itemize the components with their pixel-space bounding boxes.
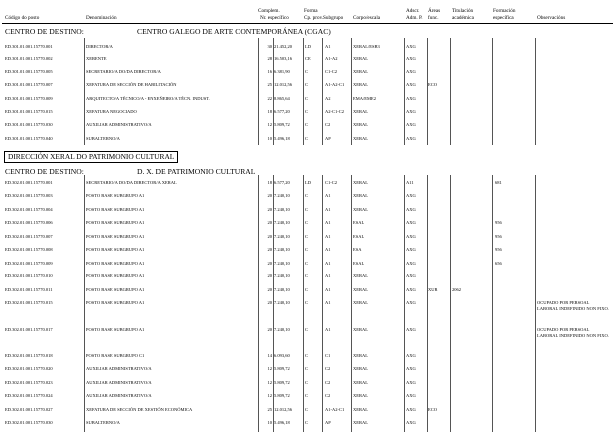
cell-sub: A2 [325, 96, 331, 101]
cell-sub: A1-A2-C1 [325, 407, 345, 412]
cell-code: ED.301.01.001.15770.030 [5, 122, 53, 127]
cell-code: ED.302.01.001.15770.004 [5, 207, 53, 212]
cell-corpo: XERAL [353, 56, 368, 61]
centro-label: CENTRO DE DESTINO: [5, 27, 84, 36]
cell-denom: AUXILIAR ADMINISTRATIVO/A [86, 122, 152, 127]
cell-denom: DIRECTOR/A [86, 44, 113, 49]
cell-denom: POSTO BASE SUBGRUPO A1 [86, 193, 145, 198]
column-divider [535, 38, 536, 145]
cell-adscr: AXG [406, 109, 416, 114]
cell-nr: 12 [267, 122, 272, 127]
cell-corpo: XERAL [353, 366, 368, 371]
cell-adscr: AXG [406, 300, 416, 305]
cell-esp: 21.452,20 [274, 44, 292, 49]
cell-sub: C2 [325, 122, 331, 127]
cell-denom: SECRETARIO/A DO/DA DIRECTOR/A [86, 69, 161, 74]
cell-nr: 20 [267, 220, 272, 225]
column-divider [351, 175, 352, 432]
header-corpo: Corpo/escala [353, 15, 381, 21]
cell-code: ED.301.01.001.15770.007 [5, 82, 53, 87]
cell-sub: A1-A2 [325, 56, 338, 61]
cell-nr: 10 [267, 136, 272, 141]
cell-forma: C [305, 109, 309, 114]
cell-adscr: AXG [406, 287, 416, 292]
header-adscr: Adscr. [406, 8, 420, 14]
cell-code: ED.301.01.001.15770.002 [5, 56, 53, 61]
cell-forma: C [305, 207, 309, 212]
cell-sub: C2 [325, 380, 331, 385]
cell-sub: A1 [325, 220, 331, 225]
cell-corpo: XERAL [353, 82, 368, 87]
cell-form: 956 [495, 220, 502, 225]
column-divider [450, 175, 451, 432]
cell-esp: 7.240,10 [274, 261, 290, 266]
cell-adscr: AXG [406, 56, 416, 61]
cell-forma: C [305, 234, 309, 239]
cell-esp: 7.240,10 [274, 220, 290, 225]
cell-code: ED.302.01.001.15770.003 [5, 193, 53, 198]
cell-form: 956 [495, 247, 502, 252]
cell-sub: C1-C2 [325, 180, 338, 185]
cell-forma: C [305, 136, 309, 141]
cell-code: ED.301.01.001.15770.005 [5, 69, 53, 74]
cell-nr: 28 [267, 56, 272, 61]
cell-nr: 16 [267, 69, 272, 74]
cell-code: ED.302.01.001.15770.007 [5, 234, 53, 239]
cell-code: ED.301.01.001.15770.001 [5, 44, 53, 49]
cell-sub: AP [325, 420, 331, 425]
cell-nr: 20 [267, 327, 272, 332]
cell-corpo: XERAL [353, 380, 368, 385]
cell-code: ED.301.01.001.15770.015 [5, 109, 53, 114]
cell-adscr: AXG [406, 220, 416, 225]
cell-forma: C [305, 353, 309, 358]
cell-code: ED.301.01.001.15770.009 [5, 96, 53, 101]
cell-forma: C [305, 82, 309, 87]
cell-forma: C [305, 69, 309, 74]
cell-corpo: XERAL [353, 353, 368, 358]
cell-adscr: AXG [406, 407, 416, 412]
cell-denom: XEFATURA NEGOCIADO [86, 109, 137, 114]
cell-esp: 7.240,10 [274, 207, 290, 212]
cell-forma: C [305, 261, 309, 266]
cell-code: ED.302.01.001.15770.027 [5, 407, 53, 412]
cell-esp: 5.496,18 [274, 420, 290, 425]
cell-code: ED.302.01.001.15770.010 [5, 273, 53, 278]
cell-form: 956 [495, 234, 502, 239]
cell-esp: 8.865,64 [274, 96, 290, 101]
cell-adscr: AXG [406, 273, 416, 278]
cell-code: ED.302.01.001.15770.006 [5, 220, 53, 225]
cell-nr: 10 [267, 420, 272, 425]
cell-corpo: XERAL [353, 109, 368, 114]
cell-nr: 20 [267, 207, 272, 212]
cell-sub: A1 [325, 193, 331, 198]
cell-nr: 25 [267, 82, 272, 87]
column-divider [492, 38, 493, 145]
cell-denom: POSTO BASE SUBGRUPO A1 [86, 247, 145, 252]
cell-adscr: AXG [406, 247, 416, 252]
cell-corpo: XERAL [353, 207, 368, 212]
cell-corpo: XERAL [353, 180, 368, 185]
cell-corpo: XERAL [353, 300, 368, 305]
cell-esp: 5.809,72 [274, 380, 290, 385]
cell-nr: 25 [267, 407, 272, 412]
cell-nr: 22 [267, 96, 272, 101]
header-denominacion: Denominación [86, 15, 117, 21]
header-observacions: Observacións [537, 15, 566, 21]
cell-forma: C [305, 247, 309, 252]
cell-nr: 18 [267, 109, 272, 114]
cell-adscr: AXG [406, 122, 416, 127]
cell-sub: A1 [325, 327, 331, 332]
cell-nr: 20 [267, 234, 272, 239]
cell-sub: A1 [325, 234, 331, 239]
cell-esp: 5.809,72 [274, 366, 290, 371]
cell-adscr: AXG [406, 366, 416, 371]
cell-esp: 7.240,10 [274, 234, 290, 239]
header-func: func. [428, 15, 439, 21]
cell-sub: A1 [325, 44, 331, 49]
header-rule [2, 23, 613, 24]
cell-corpo: ESAL [353, 220, 365, 225]
cell-adscr: AXG [406, 136, 416, 141]
cell-denom: POSTO BASE SUBGRUPO A1 [86, 261, 145, 266]
cell-esp: 12.012,56 [274, 407, 292, 412]
column-divider [450, 38, 451, 145]
cell-forma: LD [305, 44, 311, 49]
centro-name: D. X. DE PATRIMONIO CULTURAL [137, 167, 256, 176]
header-codigo: Código do posto [5, 15, 40, 21]
cell-forma: C [305, 407, 309, 412]
cell-code: ED.301.01.001.15770.040 [5, 136, 53, 141]
cell-corpo: XERAL [353, 420, 368, 425]
cell-denom: AUXILIAR ADMINISTRATIVO/A [86, 366, 152, 371]
cell-nr: 20 [267, 287, 272, 292]
header-titulacion: Titulación [452, 8, 474, 14]
header-forma: Forma [304, 8, 318, 14]
column-divider [84, 38, 85, 145]
cell-corpo: XERAL [353, 122, 368, 127]
cell-denom: POSTO BASE SUBGRUPO A1 [86, 207, 145, 212]
cell-code: ED.302.01.001.15770.015 [5, 300, 53, 305]
cell-sub: A2-C1-C2 [325, 109, 344, 114]
cell-denom: POSTO BASE SUBGRUPO A1 [86, 327, 145, 332]
column-divider [427, 175, 428, 432]
cell-sub: A1 [325, 261, 331, 266]
cell-forma: C [305, 380, 309, 385]
cell-corpo: XERAL [353, 287, 368, 292]
cell-denom: SUBALTERNO/A [86, 136, 120, 141]
cell-corpo: ESA [353, 247, 362, 252]
column-divider [84, 175, 85, 432]
cell-adscr: AXG [406, 193, 416, 198]
header-nr-especifico: Nr. específico [260, 15, 289, 21]
cell-esp: 6.577,20 [274, 180, 290, 185]
cell-sub: A1 [325, 247, 331, 252]
cell-form: 681 [495, 180, 502, 185]
cell-forma: C [305, 327, 309, 332]
column-divider [273, 175, 274, 432]
cell-esp: 7.240,10 [274, 300, 290, 305]
cell-code: ED.302.01.001.15770.009 [5, 261, 53, 266]
cell-form: 656 [495, 261, 502, 266]
header-areas: Áreas [428, 8, 441, 14]
column-divider [322, 38, 323, 145]
cell-esp: 12.012,56 [274, 82, 292, 87]
cell-adscr: AXG [406, 353, 416, 358]
cell-corpo: EMA/EME2 [353, 96, 376, 101]
centro-name: CENTRO GALEGO DE ARTE CONTEMPORÁNEA (CGAC) [137, 27, 331, 36]
cell-sub: A1 [325, 300, 331, 305]
cell-nr: 20 [267, 193, 272, 198]
cell-sub: A1 [325, 207, 331, 212]
centro-label: CENTRO DE DESTINO: [5, 167, 84, 176]
cell-code: ED.302.01.001.15770.018 [5, 353, 53, 358]
cell-adscr: AXG [406, 96, 416, 101]
cell-sub: C1-C2 [325, 69, 338, 74]
header-especifica: específica [493, 15, 514, 21]
cell-adscr: AXG [406, 393, 416, 398]
cell-esp: 7.240,10 [274, 327, 290, 332]
cell-nr: 20 [267, 261, 272, 266]
cell-esp: 5.809,72 [274, 393, 290, 398]
cell-code: ED.302.01.001.15770.020 [5, 366, 53, 371]
cell-denom: XEFATURA DE SECCIÓN DE XESTIÓN ECONÓMICA [86, 407, 193, 412]
column-divider [258, 175, 259, 432]
cell-tit: 2062 [452, 287, 461, 292]
column-divider [273, 38, 274, 145]
cell-corpo: XERAL [353, 193, 368, 198]
cell-areas: ECO [428, 82, 437, 87]
cell-adscr: AXG [406, 82, 416, 87]
column-divider [427, 38, 428, 145]
cell-denom: AUXILIAR ADMINISTRATIVO/A [86, 393, 152, 398]
cell-adscr: AXG [406, 261, 416, 266]
cell-code: ED.302.01.001.15770.017 [5, 327, 53, 332]
column-divider [351, 38, 352, 145]
cell-denom: POSTO BASE SUBGRUPO A1 [86, 300, 145, 305]
cell-denom: POSTO BASE SUBGRUPO A1 [86, 287, 145, 292]
cell-sub: A1 [325, 273, 331, 278]
cell-forma: C [305, 220, 309, 225]
cell-adscr: AXG [406, 380, 416, 385]
cell-denom: ARQUITECTO/A TÉCNICO/A - ENXEÑEIRO/A TÉCN. INDUST. [86, 96, 210, 101]
column-divider [404, 38, 405, 145]
cell-code: ED.302.01.001.15770.001 [5, 180, 53, 185]
cell-adscr: A11 [406, 180, 414, 185]
cell-nr: 12 [267, 366, 272, 371]
cell-forma: C [305, 96, 309, 101]
header-adm-p: Adm. P. [406, 15, 423, 21]
column-divider [322, 175, 323, 432]
cell-denom: SECRETARIO/A DO/DA DIRECTOR/A XERAL [86, 180, 177, 185]
cell-sub: C1 [325, 353, 331, 358]
cell-obs: OCUPADO POR PERSOAL LABORAL INDEFINIDO NON FIXO. [537, 327, 609, 338]
cell-forma: C [305, 366, 309, 371]
cell-nr: 20 [267, 300, 272, 305]
cell-sub: A1 [325, 287, 331, 292]
column-divider [404, 175, 405, 432]
cell-corpo: XERAL [353, 273, 368, 278]
cell-forma: C [305, 300, 309, 305]
cell-forma: C [305, 273, 309, 278]
cell-adscr: AXG [406, 44, 416, 49]
column-divider [492, 175, 493, 432]
cell-forma: C [305, 420, 309, 425]
cell-nr: 14 [267, 353, 272, 358]
cell-obs: OCUPADO POR PERSOAL LABORAL INDEFINIDO NON FIXO. [537, 300, 609, 311]
cell-areas: XUR [428, 287, 438, 292]
cell-nr: 20 [267, 247, 272, 252]
cell-nr: 12 [267, 393, 272, 398]
cell-adscr: AXG [406, 69, 416, 74]
cell-denom: XERENTE [86, 56, 107, 61]
cell-areas: ECO [428, 407, 437, 412]
column-divider [258, 38, 259, 145]
header-complem: Complem. [258, 8, 280, 14]
cell-adscr: AXG [406, 420, 416, 425]
cell-corpo: XERAL/ESB3 [353, 44, 380, 49]
column-divider [303, 175, 304, 432]
header-formacion: Formación [493, 8, 516, 14]
cell-code: ED.302.01.001.15770.011 [5, 287, 53, 292]
column-divider [303, 38, 304, 145]
cell-nr: 18 [267, 180, 272, 185]
cell-forma: CE [305, 56, 311, 61]
cell-adscr: AXG [406, 207, 416, 212]
cell-sub: AP [325, 136, 331, 141]
cell-nr: 30 [267, 44, 272, 49]
cell-denom: POSTO BASE SUBGRUPO A1 [86, 273, 145, 278]
cell-denom: XEFATURA DE SECCIÓN DE HABILITACIÓN [86, 82, 177, 87]
cell-corpo: XERAL [353, 393, 368, 398]
direccion-title: DIRECCIÓN XERAL DO PATRIMONIO CULTURAL [4, 151, 178, 163]
cell-esp: 7.240,10 [274, 247, 290, 252]
cell-forma: C [305, 193, 309, 198]
cell-corpo: ESAL [353, 234, 365, 239]
cell-forma: C [305, 393, 309, 398]
cell-esp: 5.809,72 [274, 122, 290, 127]
cell-denom: AUXILIAR ADMINISTRATIVO/A [86, 380, 152, 385]
column-divider [535, 175, 536, 432]
cell-denom: POSTO BASE SUBGRUPO C1 [86, 353, 145, 358]
cell-forma: LD [305, 180, 311, 185]
cell-esp: 16.503,16 [274, 56, 292, 61]
cell-corpo: XERAL [353, 327, 368, 332]
cell-adscr: AXG [406, 234, 416, 239]
cell-corpo: XERAL [353, 407, 368, 412]
cell-esp: 6.381,90 [274, 69, 290, 74]
cell-nr: 20 [267, 273, 272, 278]
cell-esp: 6.093,60 [274, 353, 290, 358]
cell-sub: C2 [325, 393, 331, 398]
header-academica: académica [452, 15, 474, 21]
cell-corpo: ESAL [353, 261, 365, 266]
cell-corpo: XERAL [353, 136, 368, 141]
cell-nr: 12 [267, 380, 272, 385]
cell-sub: A1-A2-C1 [325, 82, 345, 87]
cell-forma: C [305, 287, 309, 292]
cell-esp: 5.496,18 [274, 136, 290, 141]
cell-denom: POSTO BASE SUBGRUPO A1 [86, 220, 145, 225]
cell-esp: 7.240,10 [274, 273, 290, 278]
cell-denom: SUBALTERNO/A [86, 420, 120, 425]
cell-forma: C [305, 122, 309, 127]
cell-code: ED.302.01.001.15770.024 [5, 393, 53, 398]
cell-esp: 7.240,10 [274, 193, 290, 198]
centro-destino-cgac [5, 27, 331, 36]
centro-destino-dx-patrimonio [5, 167, 256, 176]
cell-code: ED.302.01.001.15770.023 [5, 380, 53, 385]
cell-esp: 7.240,10 [274, 287, 290, 292]
cell-denom: POSTO BASE SUBGRUPO A1 [86, 234, 145, 239]
cell-corpo: XERAL [353, 69, 368, 74]
cell-code: ED.302.01.001.15770.030 [5, 420, 53, 425]
cell-code: ED.302.01.001.15770.008 [5, 247, 53, 252]
cell-adscr: AXG [406, 327, 416, 332]
header-subgrupo: Subgrupo [323, 15, 344, 21]
cell-esp: 6.577,20 [274, 109, 290, 114]
cell-sub: C2 [325, 366, 331, 371]
header-cp-prov: Cp. prov. [304, 15, 324, 21]
